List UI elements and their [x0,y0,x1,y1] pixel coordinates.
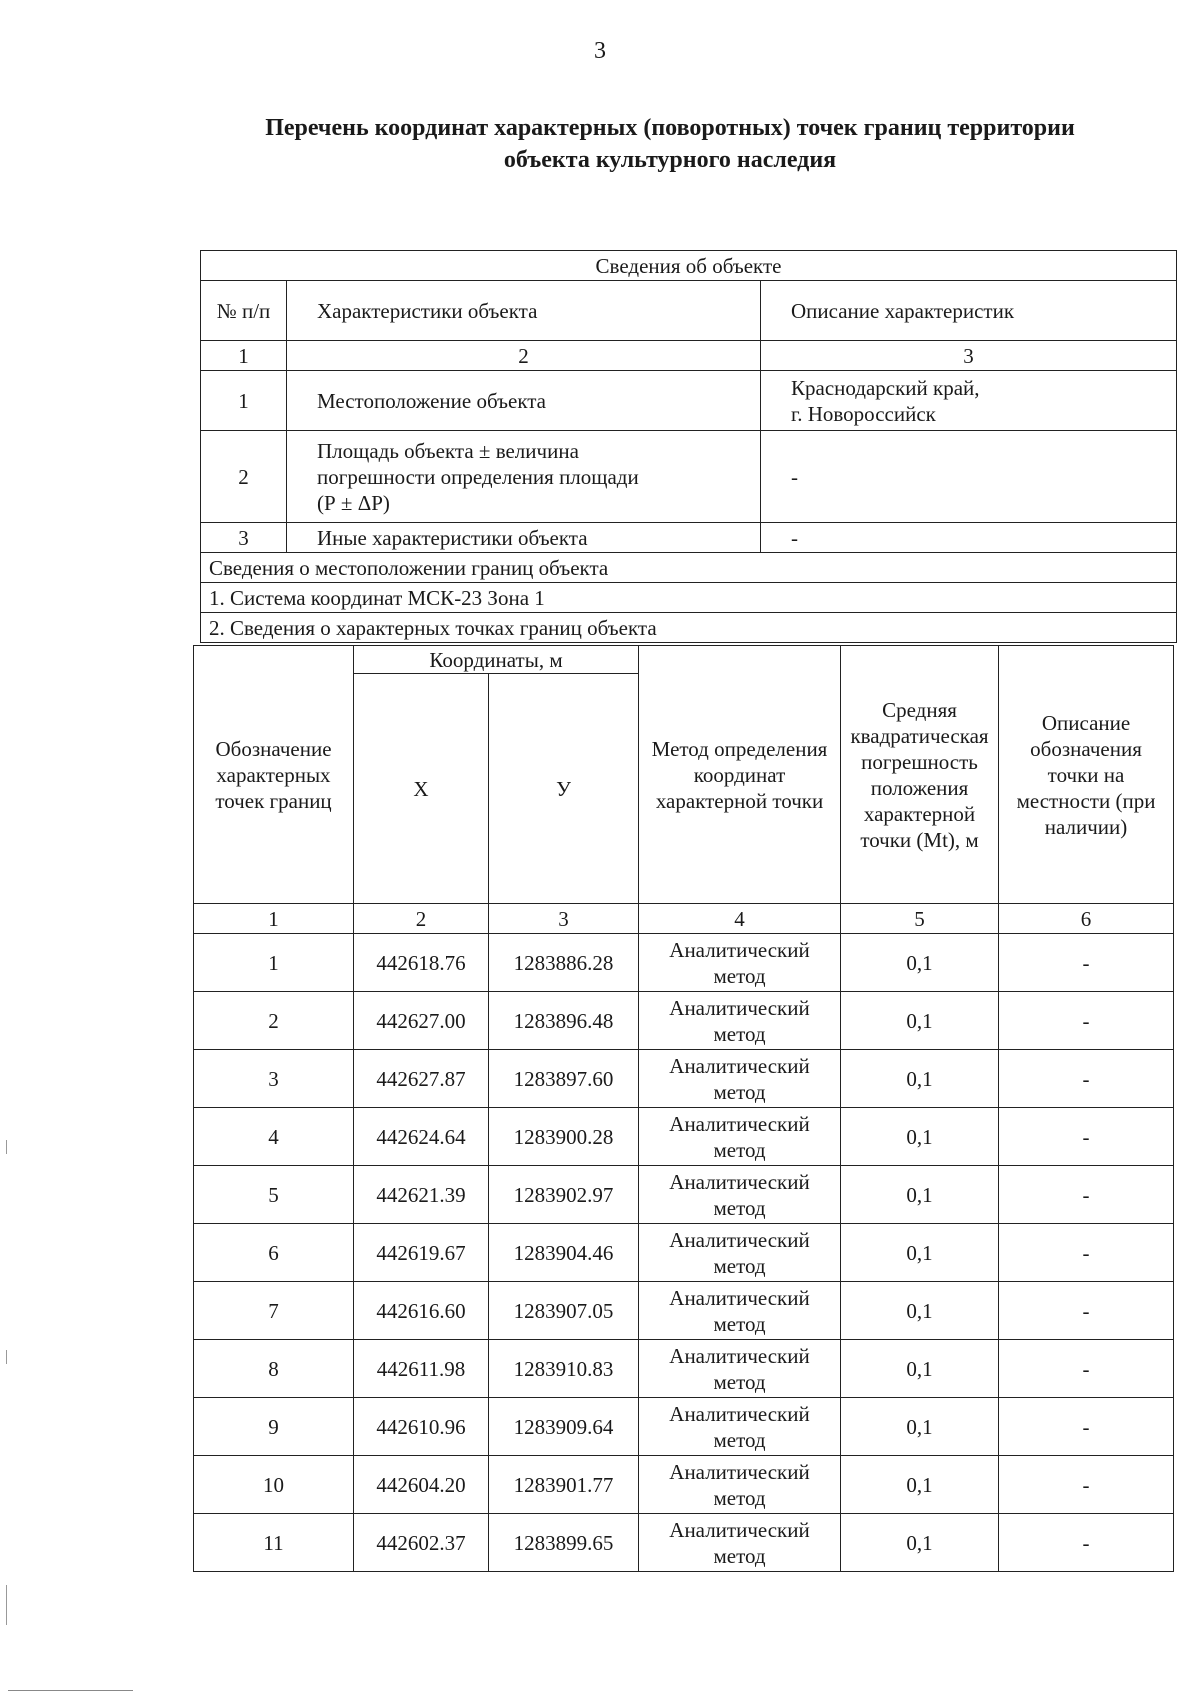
table-row [194,1282,1174,1340]
table-row [194,904,1174,934]
method-header: Метод определения координат характерной точки [639,646,841,904]
method: Аналитический метод [639,1398,841,1456]
row-num: 1 [201,371,287,431]
col-num-header: № п/п [201,281,287,341]
col-index: 1 [201,341,287,371]
row-desc [761,371,1177,431]
point-description: - [999,992,1174,1050]
table-row [194,1398,1174,1456]
mean-square-error: 0,1 [841,992,999,1050]
mean-square-error: 0,1 [841,934,999,992]
footer-rule [8,1690,133,1691]
table-row [194,992,1174,1050]
x-coordinate: 442610.96 [354,1398,489,1456]
point-description: - [999,1514,1174,1572]
table-row [201,251,1177,281]
x-header: Х [354,674,489,904]
point-number: 11 [194,1514,354,1572]
method: Аналитический метод [639,1514,841,1572]
col-index: 1 [194,904,354,934]
point-number: 3 [194,1050,354,1108]
col-index: 6 [999,904,1174,934]
table-row [201,553,1177,583]
x-coordinate: 442618.76 [354,934,489,992]
point-number: 5 [194,1166,354,1224]
x-coordinate: 442611.98 [354,1340,489,1398]
mean-square-error: 0,1 [841,1340,999,1398]
char-line: (Р ± ΔР) [317,490,390,515]
point-description: - [999,1166,1174,1224]
col-char-header: Характеристики объекта [287,281,761,341]
y-coordinate: 1283900.28 [489,1108,639,1166]
point-number: 7 [194,1282,354,1340]
x-coordinate: 442602.37 [354,1514,489,1572]
method: Аналитический метод [639,992,841,1050]
y-coordinate: 1283901.77 [489,1456,639,1514]
table-row [194,1166,1174,1224]
mean-square-error: 0,1 [841,1398,999,1456]
col-desc-header: Описание характеристик [761,281,1177,341]
table-row [201,281,1177,341]
x-coordinate: 442627.00 [354,992,489,1050]
table-row [194,646,1174,674]
x-coordinate: 442624.64 [354,1108,489,1166]
char-line: Площадь объекта ± величина [317,438,579,463]
y-coordinate: 1283904.46 [489,1224,639,1282]
x-coordinate: 442604.20 [354,1456,489,1514]
y-coordinate: 1283899.65 [489,1514,639,1572]
x-coordinate: 442621.39 [354,1166,489,1224]
mean-square-error: 0,1 [841,1108,999,1166]
point-number: 4 [194,1108,354,1166]
row-char: Иные характеристики объекта [287,523,761,553]
row-desc: - [761,523,1177,553]
mean-square-error: 0,1 [841,1456,999,1514]
point-description: - [999,1398,1174,1456]
point-number: 6 [194,1224,354,1282]
y-coordinate: 1283902.97 [489,1166,639,1224]
table-row [194,1050,1174,1108]
desc-line: Краснодарский край, [791,375,980,400]
document-title [150,112,1190,176]
page-number: 3 [594,38,606,64]
point-description: - [999,1340,1174,1398]
object-info-table [200,250,1177,643]
points-header: 2. Сведения о характерных точках границ объекта [201,613,1177,643]
coord-system: 1. Система координат МСК-23 Зона 1 [201,583,1177,613]
point-description: - [999,1224,1174,1282]
desc-line: г. Новороссийск [791,401,936,426]
mean-square-error: 0,1 [841,1514,999,1572]
table-row [194,1340,1174,1398]
point-number: 9 [194,1398,354,1456]
table-row [201,583,1177,613]
y-coordinate: 1283896.48 [489,992,639,1050]
col-index: 2 [354,904,489,934]
method: Аналитический метод [639,1224,841,1282]
title-line-1: Перечень координат характерных (поворотных) точек границ территории [265,115,1075,141]
point-description: - [999,1108,1174,1166]
col-index: 4 [639,904,841,934]
method: Аналитический метод [639,1108,841,1166]
y-header: У [489,674,639,904]
point-description: - [999,1050,1174,1108]
y-coordinate: 1283909.64 [489,1398,639,1456]
method: Аналитический метод [639,1166,841,1224]
title-line-2: объекта культурного наследия [503,147,837,173]
point-description: - [999,934,1174,992]
method: Аналитический метод [639,1340,841,1398]
y-coordinate: 1283907.05 [489,1282,639,1340]
points-table [193,645,1174,1572]
row-desc: - [761,431,1177,523]
object-info-header: Сведения об объекте [201,251,1177,281]
location-header: Сведения о местоположении границ объекта [201,553,1177,583]
col-index: 3 [489,904,639,934]
x-coordinate: 442627.87 [354,1050,489,1108]
table-row [194,1514,1174,1572]
designation-header: Обозначение характерных точек границ [194,646,354,904]
table-row [194,1456,1174,1514]
description-header: Описание обозначения точки на местности (при наличии) [999,646,1174,904]
error-header: Средняя квадратическая погрешность положения характерной точки (Mt), м [841,646,999,904]
scan-margin-mark [6,1350,7,1364]
table-row [194,1224,1174,1282]
x-coordinate: 442619.67 [354,1224,489,1282]
col-index: 2 [287,341,761,371]
row-num: 2 [201,431,287,523]
table-row [194,934,1174,992]
mean-square-error: 0,1 [841,1224,999,1282]
row-char [287,431,761,523]
table-row [201,371,1177,431]
char-line: погрешности определения площади [317,464,639,489]
table-row [201,613,1177,643]
point-number: 1 [194,934,354,992]
method: Аналитический метод [639,1456,841,1514]
method: Аналитический метод [639,934,841,992]
table-row [201,431,1177,523]
row-num: 3 [201,523,287,553]
mean-square-error: 0,1 [841,1166,999,1224]
coords-header: Координаты, м [354,646,639,674]
table-row [194,1108,1174,1166]
scan-margin-mark [6,1140,7,1154]
point-number: 2 [194,992,354,1050]
mean-square-error: 0,1 [841,1050,999,1108]
x-coordinate: 442616.60 [354,1282,489,1340]
mean-square-error: 0,1 [841,1282,999,1340]
method: Аналитический метод [639,1050,841,1108]
y-coordinate: 1283886.28 [489,934,639,992]
table-row [201,523,1177,553]
point-description: - [999,1282,1174,1340]
method: Аналитический метод [639,1282,841,1340]
point-description: - [999,1456,1174,1514]
row-char: Местоположение объекта [287,371,761,431]
table-row [201,341,1177,371]
scan-margin-mark [6,1585,7,1625]
y-coordinate: 1283897.60 [489,1050,639,1108]
col-index: 5 [841,904,999,934]
y-coordinate: 1283910.83 [489,1340,639,1398]
point-number: 8 [194,1340,354,1398]
col-index: 3 [761,341,1177,371]
point-number: 10 [194,1456,354,1514]
